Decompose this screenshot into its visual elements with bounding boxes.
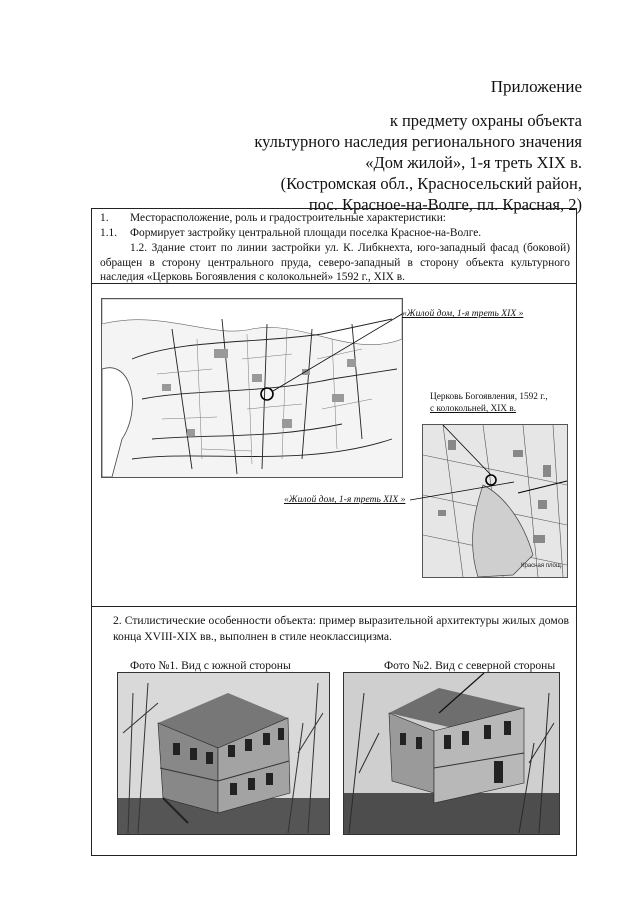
section2-text: 2. Стилистические особенности объекта: пример выразительной архитектуры жилых домов конца XVIII-XIX вв., выполнен в стиле неоклассицизма. <box>113 614 569 643</box>
section1-heading-num: 1. <box>100 212 109 224</box>
town-map <box>101 298 403 478</box>
photo-2-north-view <box>343 672 560 835</box>
inset-square-label: Красная площ. <box>521 563 563 569</box>
photo-2-drawing <box>344 673 559 834</box>
item-1-2-body: Здание стоит по линии застройки ул. К. Либкнехта, юго-западный фасад (боковой) обращен в сторону центрального пруда, северо-западный в сторону объекта культурного наследия «Церковь Богоявления с колокольней» 1592 г., XIX в. <box>100 242 570 283</box>
town-map-drawing <box>102 299 402 477</box>
photo-1-south-view <box>117 672 330 835</box>
item-1-1-num: 1.1. <box>100 227 118 239</box>
item-1-2-text <box>100 241 570 285</box>
item-1-1-text: Формирует застройку центральной площади поселка Красное-на-Волге. <box>130 227 482 239</box>
header-line-2: культурного наследия регионального значения <box>254 132 582 151</box>
photo2-caption: Фото №2. Вид с северной стороны <box>384 659 556 672</box>
house-bottom-pointer <box>410 480 515 502</box>
map-label-church-line1: Церковь Богоявления, 1592 г., <box>430 392 548 402</box>
map-label-house-top: «Жилой дом, 1-я треть XIX » <box>402 308 524 319</box>
section1-heading: Месторасположение, роль и градостроительные характеристики: <box>130 212 446 224</box>
item-1-2-num: 1.2. <box>130 242 148 254</box>
header-line-4: (Костромская обл., Красносельский район, <box>280 174 582 193</box>
photo1-caption: Фото №1. Вид с южной стороны <box>130 659 291 672</box>
photo-1-drawing <box>118 673 329 834</box>
map-label-church-line2: с колокольней, XIX в. <box>430 404 517 414</box>
header-line-1: к предмету охраны объекта <box>389 111 582 130</box>
map-label-house-bottom: «Жилой дом, 1-я треть XIX » <box>284 494 406 505</box>
header-line-3: «Дом жилой», 1-я треть XIX в. <box>365 153 582 172</box>
annex-title: Приложение <box>490 77 582 96</box>
header-line-5: пос. Красное-на-Волге, пл. Красная, 2) <box>308 195 582 214</box>
